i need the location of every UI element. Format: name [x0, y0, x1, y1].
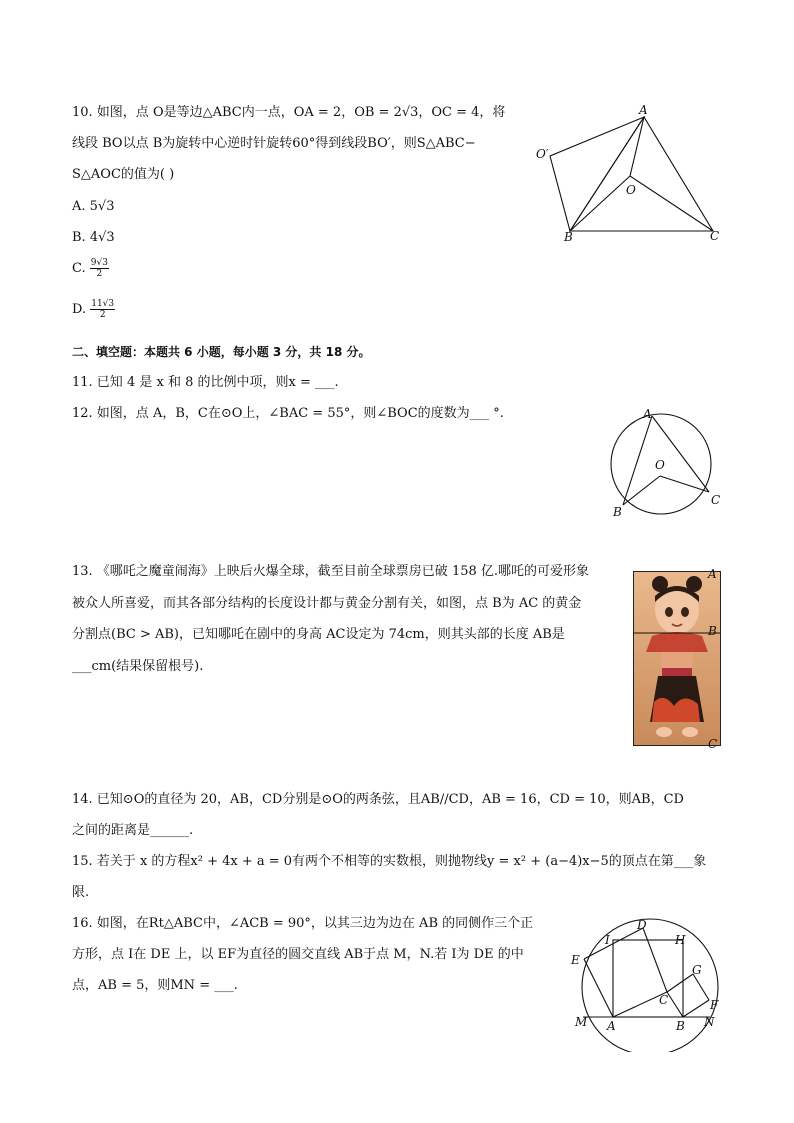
q10-option-b: B. 4√3 [72, 230, 115, 245]
q16-label-i: I [605, 933, 610, 947]
q10-option-d-label: D. [72, 302, 87, 317]
q10-line2: 线段 BO以点 B为旋转中心逆时针旋转60°得到线段BO′，则S△ABC− [72, 136, 476, 151]
q13-label-b: B [708, 624, 717, 638]
q16-label-h: H [675, 933, 686, 947]
q10-option-c-label: C. [72, 261, 86, 276]
q11-text: 11. 已知 4 是 x 和 8 的比例中项，则x = ___. [72, 375, 339, 390]
q16-label-d: D [637, 918, 647, 932]
q16-line1: 16. 如图，在Rt△ABC中，∠ACB = 90°，以其三边为边在 AB 的同侧作三个正 [72, 916, 534, 931]
q12-label-c: C [711, 493, 721, 507]
q10-option-d-fraction: $\frac{11√3}{2}$ [91, 299, 115, 320]
q12-label-b: B [613, 505, 622, 519]
q10-label-a: A [639, 103, 648, 117]
q12-label-a: A [643, 407, 652, 421]
q10-line3: S△AOC的值为( ) [72, 167, 175, 182]
q16-label-f: F [710, 998, 719, 1012]
section-header: 二、填空题：本题共 6 小题，每小题 3 分，共 18 分。 [72, 345, 371, 359]
q16-label-m: M [575, 1015, 588, 1029]
q13-line3: 分割点(BC > AB)，已知哪吒在剧中的身高 AC设定为 74cm，则其头部的长度 AB是 [72, 627, 565, 642]
q10-option-c [72, 258, 109, 279]
q10-option-d [72, 299, 115, 320]
q16-label-n: N [704, 1015, 715, 1029]
q10-option-a: A. 5√3 [72, 199, 115, 214]
q16-line3: 点，AB = 5，则MN = ___. [72, 978, 238, 993]
q10-line1: 10. 如图，点 O是等边△ABC内一点，OA = 2，OB = 2√3，OC = 4，将 [72, 105, 506, 120]
q16-label-c: C [659, 993, 669, 1007]
q12-text: 12. 如图，点 A，B，C在⊙O上，∠BAC = 55°，则∠BOC的度数为___ °. [72, 406, 504, 421]
q13-label-c: C [708, 737, 718, 751]
q10-label-o: O [626, 183, 636, 197]
q16-label-a: A [607, 1019, 616, 1033]
q10-label-b: B [564, 230, 573, 244]
q12-label-o: O [655, 458, 665, 472]
q10-label-o-prime: O′ [536, 147, 549, 161]
q16-line2: 方形，点 I在 DE 上，以 EF为直径的圆交直线 AB于点 M，N.若 I为 DE 的中 [72, 947, 524, 962]
q15-line1: 15. 若关于 x 的方程x² + 4x + a = 0有两个不相等的实数根，则抛物线y = x² + (a−4)x−5的顶点在第___象 [72, 854, 707, 869]
q14-line2: 之间的距离是______. [72, 823, 194, 838]
q16-figure [565, 912, 735, 1052]
q10-figure [530, 100, 730, 250]
q10-label-c: C [710, 229, 720, 243]
q13-line1: 13. 《哪吒之魔童闹海》上映后火爆全球，截至目前全球票房已破 158 亿.哪吒的可爱形象 [72, 564, 590, 579]
q14-line1: 14. 已知⊙O的直径为 20，AB，CD分别是⊙O的两条弦，且AB//CD，AB = 16，CD = 10，则AB，CD [72, 792, 684, 807]
q15-line2: 限. [72, 885, 90, 900]
q13-label-a: A [708, 567, 717, 581]
q12-figure [600, 400, 730, 525]
q10-option-c-fraction: $\frac{9√3}{2}$ [90, 258, 108, 279]
q16-label-e: E [571, 953, 580, 967]
q13-line4: ___cm(结果保留根号). [72, 659, 204, 674]
q13-line2: 被众人所喜爱，而其各部分结构的长度设计都与黄金分割有关，如图，点 B为 AC 的黄金 [72, 596, 582, 611]
q16-label-b: B [676, 1019, 685, 1033]
q16-label-g: G [692, 963, 702, 977]
q13-labels [704, 565, 734, 755]
